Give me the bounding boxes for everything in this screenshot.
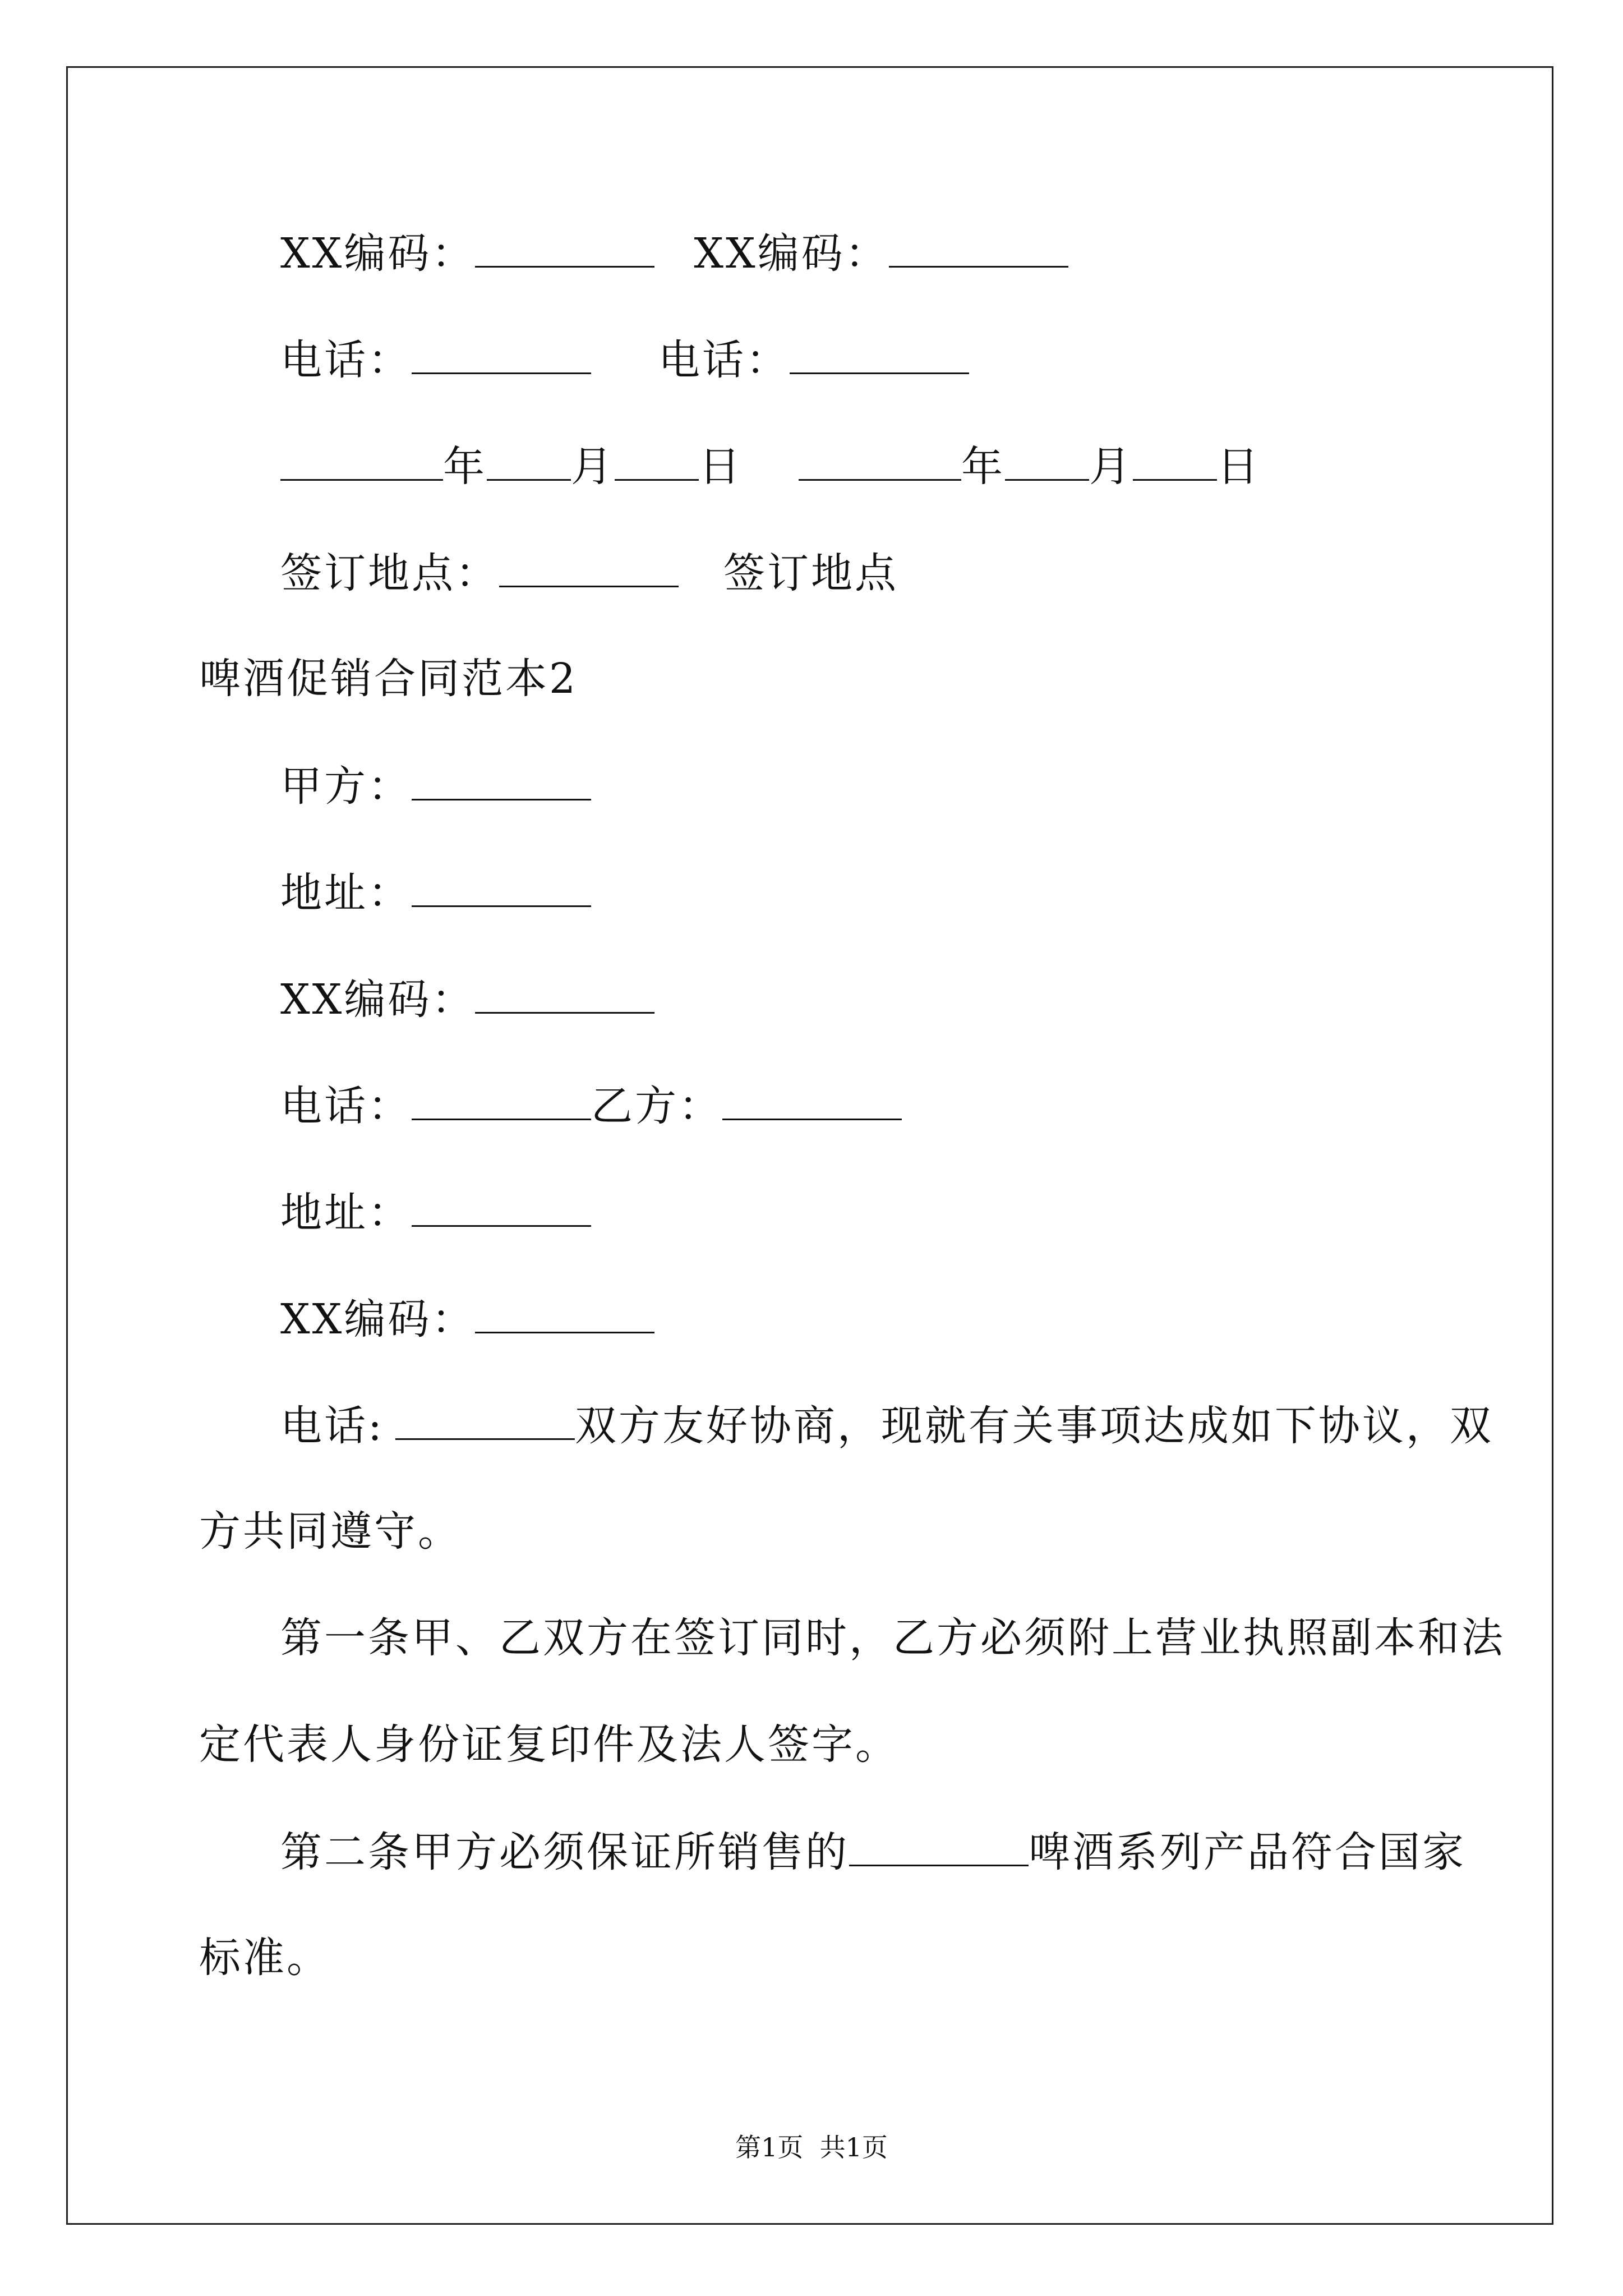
code-blank-2 <box>889 224 1068 268</box>
year-blank <box>280 438 443 481</box>
phone-blank-b <box>395 1397 575 1440</box>
line-phone-b <box>280 1397 1493 1454</box>
article-2-line-2: 标准。 <box>199 1934 330 1982</box>
code-label-2: XX编码： <box>694 229 889 278</box>
line-code-row <box>280 224 1068 282</box>
line-address-b <box>280 1184 591 1241</box>
code-blank-b <box>475 1290 654 1333</box>
phone-label-2: 电话： <box>658 336 790 384</box>
article-1-line-2: 定代表人身份证复印件及法人签字。 <box>199 1720 899 1769</box>
article-2-text: 第二条甲方必须保证所销售的 <box>280 1828 849 1876</box>
paragraph-agreement-cont: 方共同遵守。 <box>199 1507 462 1556</box>
article-2-blank <box>849 1823 1029 1866</box>
code-blank <box>475 224 654 268</box>
line-party-a <box>280 757 591 815</box>
party-a-label: 甲方： <box>280 762 412 811</box>
day-label-2: 日 <box>1217 443 1261 491</box>
address-label-b: 地址： <box>280 1189 412 1237</box>
sign-place-label: 签订地点： <box>280 549 499 597</box>
sign-place-label-2: 签订地点 <box>723 549 898 597</box>
code-label-b: XX编码： <box>280 1295 476 1343</box>
phone-label: 电话： <box>280 336 412 384</box>
paragraph-agreement: 双方友好协商，现就有关事项达成如下协议，双 <box>574 1402 1493 1450</box>
party-b-blank <box>722 1077 902 1120</box>
line-address-a <box>280 864 591 921</box>
phone-blank-2 <box>790 331 969 374</box>
month-blank-2 <box>1005 438 1089 481</box>
line-code-a <box>280 970 654 1028</box>
sign-place-blank <box>499 544 679 587</box>
article-1-line-1: 第一条甲、乙双方在签订同时，乙方必须附上营业执照副本和法 <box>280 1614 1505 1662</box>
line-date-row <box>280 438 1261 495</box>
line-phone-a-party-b <box>280 1077 902 1134</box>
article-2-text-2: 啤酒系列产品符合国家 <box>1029 1828 1466 1876</box>
day-blank-2 <box>1133 438 1217 481</box>
line-sign-place <box>280 544 898 601</box>
month-blank <box>487 438 571 481</box>
phone-blank <box>412 331 591 374</box>
address-blank <box>412 864 591 907</box>
code-label: XX编码： <box>280 229 476 278</box>
code-blank-a <box>475 970 654 1014</box>
day-blank <box>615 438 699 481</box>
phone-blank-a <box>412 1077 591 1120</box>
year-blank-2 <box>799 438 961 481</box>
year-label: 年 <box>443 443 487 491</box>
month-label: 月 <box>571 443 615 491</box>
phone-label-a: 电话： <box>280 1082 412 1130</box>
party-a-blank <box>412 757 591 800</box>
year-label-2: 年 <box>961 443 1005 491</box>
section-title: 啤酒促销合同范本2 <box>199 655 578 703</box>
code-label-a: XX编码： <box>280 976 476 1024</box>
page-footer: 第1页 共1页 <box>735 2132 888 2162</box>
day-label: 日 <box>699 443 743 491</box>
party-b-label: 乙方： <box>591 1082 722 1130</box>
address-blank-b <box>412 1184 591 1227</box>
phone-label-b: 电话: <box>280 1402 384 1450</box>
line-code-b <box>280 1290 654 1347</box>
address-label: 地址： <box>280 869 412 917</box>
page-border <box>66 66 1553 2225</box>
month-label-2: 月 <box>1089 443 1133 491</box>
line-phone-row <box>280 331 969 388</box>
article-2-line-1 <box>280 1823 1466 1880</box>
